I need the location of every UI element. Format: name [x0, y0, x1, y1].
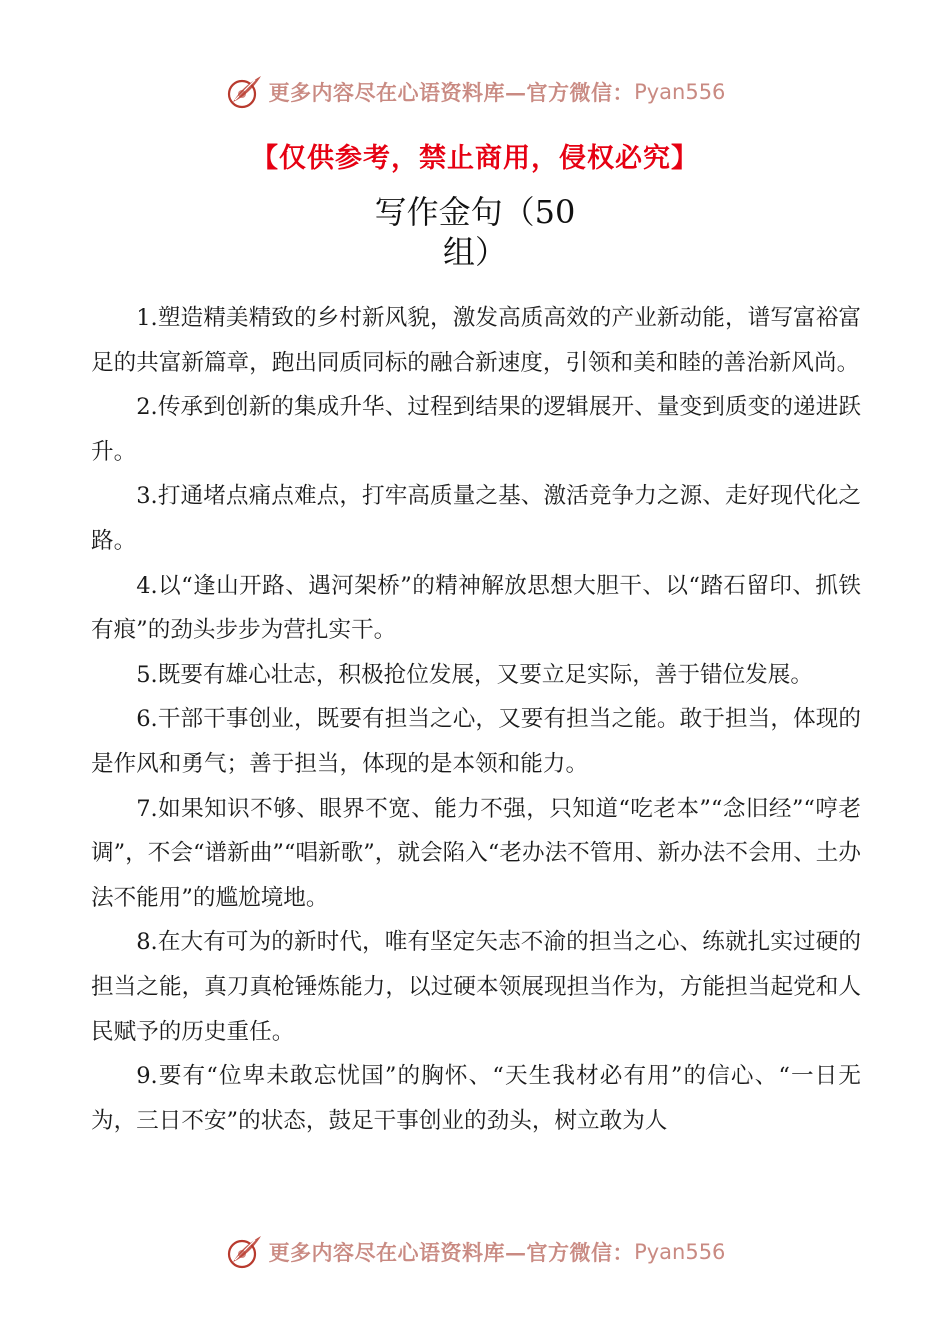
feather-quill-logo-icon	[225, 1232, 265, 1272]
document-title	[0, 192, 950, 272]
footer-banner	[0, 1232, 950, 1272]
banner-wechat-id: Pyan556	[634, 80, 726, 104]
paragraph-9: 9.要有“位卑未敢忘忧国”的胸怀、“天生我材必有用”的信心、“一日无为，三日不安”的状态，鼓足干事创业的劲头，树立敢为人	[91, 1063, 861, 1134]
paragraph-4: 4.以“逢山开路、遇河架桥”的精神解放思想大胆干、以“踏石留印、抓铁有痕”的劲头步步为营扎实干。	[91, 572, 861, 644]
paragraph-1: 1.塑造精美精致的乡村新风貌，激发高质高效的产业新动能，谱写富裕富足的共富新篇章，跑出同质同标的融合新速度，引领和美和睦的善治新风尚。	[91, 305, 861, 376]
paragraph-6: 6.干部干事创业，既要有担当之心，又要有担当之能。敢于担当，体现的是作风和勇气；善于担当，体现的是本领和能力。	[91, 706, 861, 777]
footer-wechat-id: Pyan556	[634, 1240, 726, 1264]
paragraph-3: 3.打通堵点痛点难点，打牢高质量之基、激活竞争力之源、走好现代化之路。	[91, 483, 861, 554]
title-line-1: 写作金句（50	[374, 193, 576, 231]
header-banner	[0, 72, 950, 112]
footer-banner-text: 更多内容尽在心语资料库—官方微信：	[268, 1240, 635, 1265]
feather-quill-logo-icon	[225, 72, 265, 112]
title-line-2: 组）	[442, 233, 507, 271]
paragraph-2: 2.传承到创新的集成升华、过程到结果的逻辑展开、量变到质变的递进跃升。	[91, 394, 861, 465]
paragraph-5: 5.既要有雄心壮志，积极抢位发展，又要立足实际，善于错位发展。	[136, 661, 813, 688]
paragraph-7: 7.如果知识不够、眼界不宽、能力不强，只知道“吃老本”“念旧经”“哼老调”，不会“谱新曲”“唱新歌”，就会陷入“老办法不管用、新办法不会用、土办法不能用”的尴尬境地。	[91, 795, 861, 911]
paragraph-8: 8.在大有可为的新时代，唯有坚定矢志不渝的担当之心、练就扎实过硬的担当之能，真刀真枪锤炼能力，以过硬本领展现担当作为，方能担当起党和人民赋予的历史重任。	[91, 929, 861, 1045]
document-body	[91, 296, 861, 1143]
banner-text: 更多内容尽在心语资料库—官方微信：	[268, 80, 635, 105]
copyright-notice: 【仅供参考，禁止商用，侵权必究】	[251, 143, 699, 174]
